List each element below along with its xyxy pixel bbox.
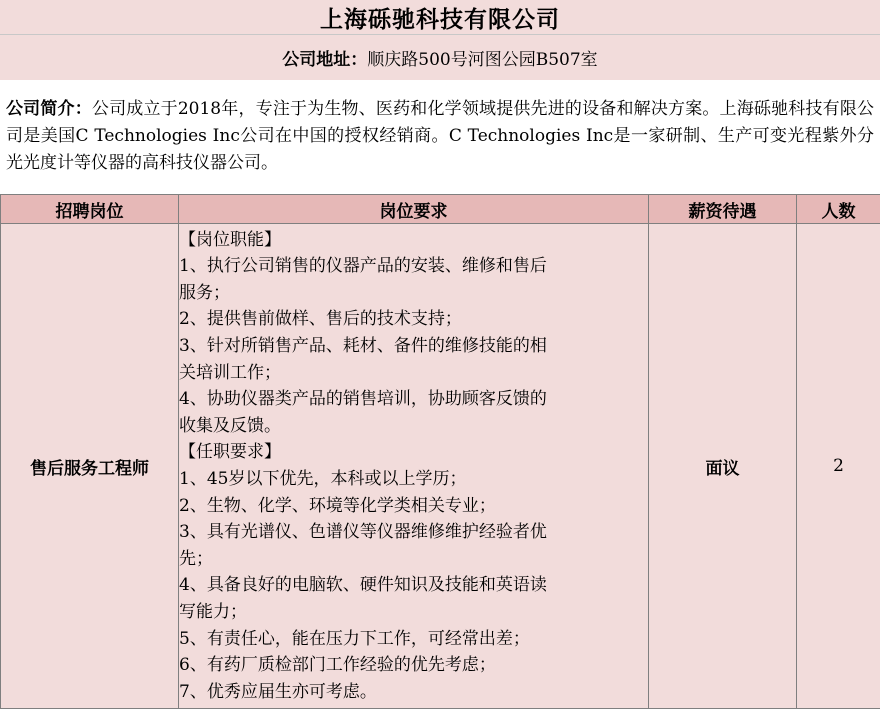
company-title: 上海砾驰科技有限公司: [0, 0, 880, 35]
header-requirements: 岗位要求: [179, 195, 649, 224]
intro-label: 公司简介：: [6, 99, 92, 119]
requirement-line: 关培训工作；: [179, 362, 281, 383]
header-salary: 薪资待遇: [649, 195, 797, 224]
header-position: 招聘岗位: [1, 195, 179, 224]
requirement-line: 收集及反馈。: [179, 415, 281, 436]
address-value: 顺庆路500号河图公园B507室: [367, 50, 598, 70]
requirement-line: 4、协助仪器类产品的销售培训，协助顾客反馈的: [179, 389, 547, 410]
table-header-row: [1, 195, 880, 224]
address-label: 公司地址：: [282, 50, 368, 70]
position-cell: 售后服务工程师: [1, 224, 179, 709]
requirement-line: 7、优秀应届生亦可考虑。: [179, 681, 377, 702]
requirement-line: 3、具有光谱仪、色谱仪等仪器维修维护经验者优: [179, 522, 547, 543]
requirement-line: 4、具备良好的电脑软、硬件知识及技能和英语读: [179, 575, 547, 596]
requirement-line: 服务；: [179, 282, 230, 303]
intro-text: 公司成立于2018年，专注于为生物、医药和化学领域提供先进的设备和解决方案。上海砾驰科技有限公司是美国C Technologies Inc公司在中国的授权经销商。C Technologies Inc是一家研制、生产可变光程紫外分光光度计等仪器的高科技仪器公司。: [6, 99, 875, 173]
requirement-line: 1、执行公司销售的仪器产品的安装、维修和售后: [179, 256, 547, 277]
salary-cell: 面议: [649, 224, 797, 709]
headcount-cell: 2: [797, 224, 880, 709]
table-row: [1, 224, 880, 709]
requirement-line: 1、45岁以下优先，本科或以上学历；: [179, 469, 467, 489]
requirement-line: 2、提供售前做样、售后的技术支持；: [179, 309, 462, 330]
requirement-line: 3、针对所销售产品、耗材、备件的维修技能的相: [179, 336, 547, 357]
header-count: 人数: [797, 195, 880, 224]
requirement-line: 5、有责任心，能在压力下工作，可经常出差；: [179, 628, 530, 649]
requirement-line: 【任职要求】: [179, 442, 281, 463]
requirement-line: 写能力；: [179, 601, 247, 622]
jobs-table: [0, 194, 880, 709]
company-intro: [0, 80, 880, 194]
requirement-line: 2、生物、化学、环境等化学类相关专业；: [179, 495, 496, 516]
requirement-line: 【岗位职能】: [179, 229, 281, 250]
requirements-cell: [179, 224, 649, 709]
requirement-line: 先；: [179, 548, 213, 569]
requirement-line: 6、有药厂质检部门工作经验的优先考虑；: [179, 655, 496, 676]
company-address: [0, 35, 880, 80]
